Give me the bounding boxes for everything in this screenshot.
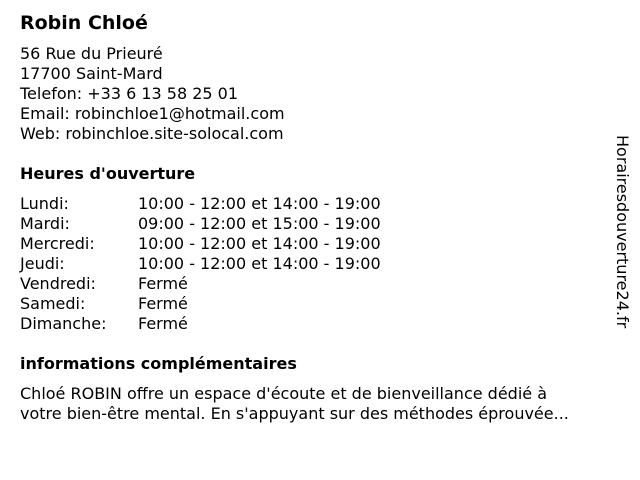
hours-time: 10:00 - 12:00 et 14:00 - 19:00 xyxy=(138,194,381,213)
address-line-1: 56 Rue du Prieuré xyxy=(20,44,163,63)
phone: Telefon: +33 6 13 58 25 01 xyxy=(20,84,239,103)
hours-row-thursday xyxy=(20,254,620,274)
hours-row-friday xyxy=(20,274,620,294)
hours-time: 10:00 - 12:00 et 14:00 - 19:00 xyxy=(138,254,381,273)
hours-time: Fermé xyxy=(138,294,188,313)
hours-day: Mercredi: xyxy=(20,234,95,253)
hours-title: Heures d'ouverture xyxy=(20,164,196,183)
website: Web: robinchloe.site-solocal.com xyxy=(20,124,284,143)
hours-day: Samedi: xyxy=(20,294,86,313)
hours-row-tuesday xyxy=(20,214,620,234)
hours-day: Mardi: xyxy=(20,214,70,233)
hours-row-sunday xyxy=(20,314,620,334)
hours-day: Lundi: xyxy=(20,194,69,213)
hours-row-wednesday xyxy=(20,234,620,254)
info-line-1: Chloé ROBIN offre un espace d'écoute et de bienveillance dédié à xyxy=(20,384,547,403)
business-card xyxy=(20,10,620,424)
hours-time: Fermé xyxy=(138,314,188,333)
hours-time: 10:00 - 12:00 et 14:00 - 19:00 xyxy=(138,234,381,253)
hours-table xyxy=(20,194,620,334)
site-watermark: Horairesdouverture24.fr xyxy=(613,135,632,329)
info-description xyxy=(20,384,620,424)
hours-time: 09:00 - 12:00 et 15:00 - 19:00 xyxy=(138,214,381,233)
hours-row-saturday xyxy=(20,294,620,314)
hours-row-monday xyxy=(20,194,620,214)
hours-time: Fermé xyxy=(138,274,188,293)
info-title: informations complémentaires xyxy=(20,354,297,373)
business-name: Robin Chloé xyxy=(20,12,148,34)
email: Email: robinchloe1@hotmail.com xyxy=(20,104,285,123)
info-line-2: votre bien-être mental. En s'appuyant sur des méthodes éprouvée... xyxy=(20,404,569,423)
hours-day: Jeudi: xyxy=(20,254,65,273)
hours-day: Vendredi: xyxy=(20,274,96,293)
address-line-2: 17700 Saint-Mard xyxy=(20,64,163,83)
hours-day: Dimanche: xyxy=(20,314,107,333)
